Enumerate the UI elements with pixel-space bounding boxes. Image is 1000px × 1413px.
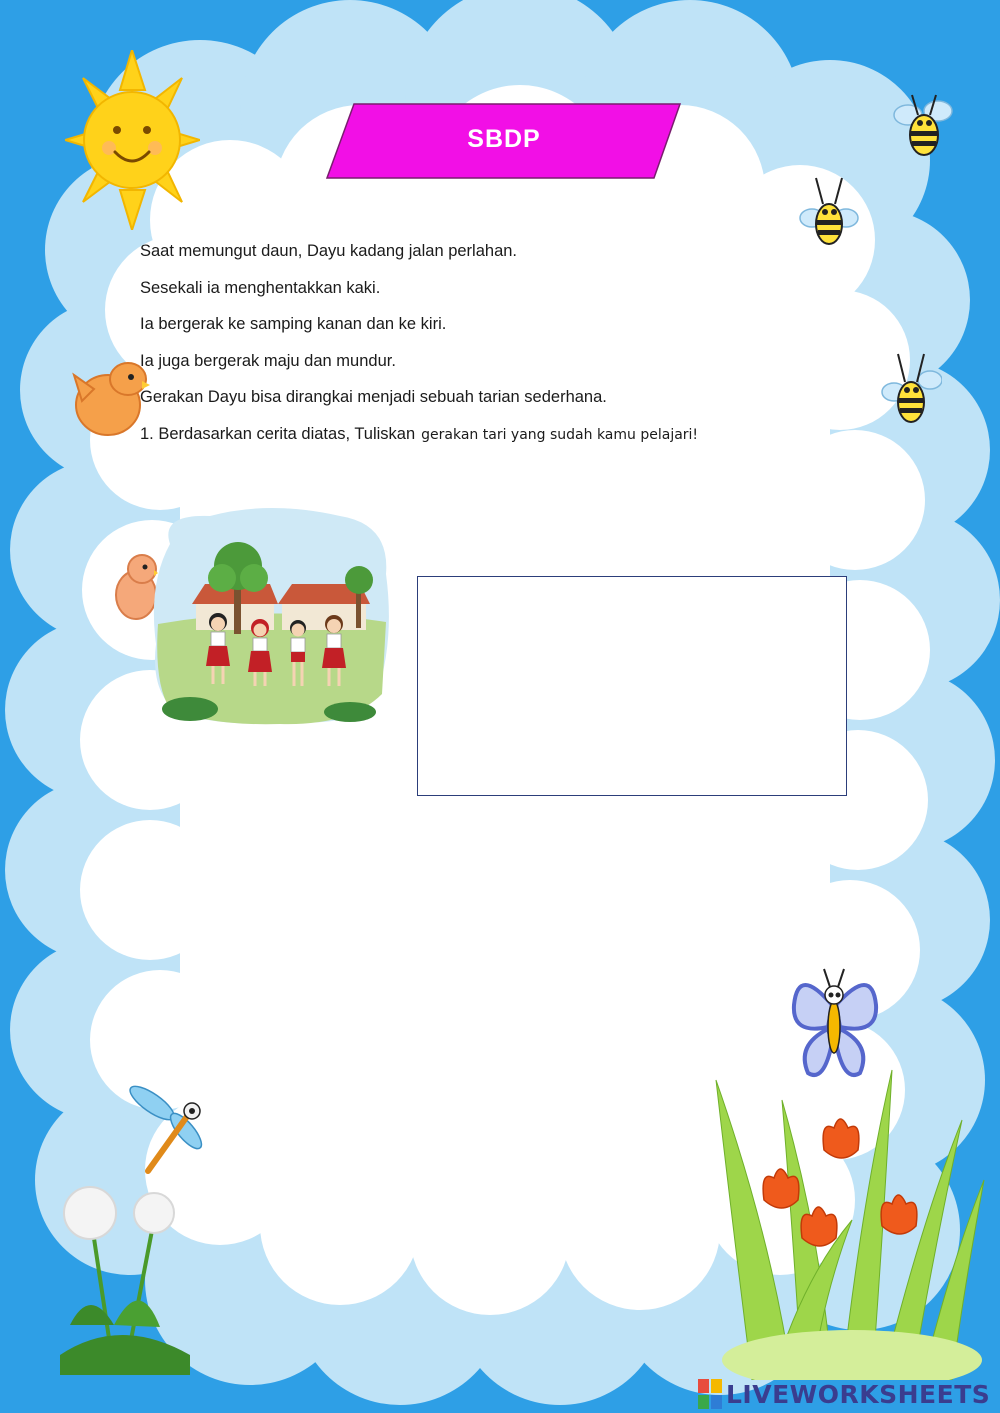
dandelion-icon xyxy=(50,1175,200,1375)
liveworksheets-logo-icon xyxy=(698,1379,722,1409)
story-line: Sesekali ia menghentakkan kaki. xyxy=(140,278,381,297)
tulip-flowers-icon xyxy=(712,1060,987,1380)
story-text xyxy=(140,240,840,423)
liveworksheets-watermark xyxy=(698,1378,990,1410)
story-line: Ia juga bergerak maju dan mundur. xyxy=(140,351,396,370)
bee-icon xyxy=(890,85,955,165)
page-title: SBDP xyxy=(467,125,541,153)
question-lead: 1. Berdasarkan cerita diatas, Tuliskan xyxy=(140,425,416,443)
watermark-text: LIVEWORKSHEETS xyxy=(726,1379,991,1409)
story-line: Saat memungut daun, Dayu kadang jalan perlahan. xyxy=(140,242,518,260)
bird-icon xyxy=(68,345,150,445)
answer-box[interactable] xyxy=(417,576,847,796)
dragonfly-icon xyxy=(128,1075,210,1187)
question-tail: gerakan tari yang sudah kamu pelajari! xyxy=(421,427,699,443)
question-1 xyxy=(140,423,698,446)
story-line: Gerakan Dayu bisa dirangkai menjadi sebuah tarian sederhana. xyxy=(140,388,607,406)
children-playing-illustration xyxy=(150,504,392,726)
bee-icon xyxy=(880,350,942,435)
story-line: Ia bergerak ke samping kanan dan ke kiri. xyxy=(140,315,447,333)
sun-icon xyxy=(65,50,200,230)
